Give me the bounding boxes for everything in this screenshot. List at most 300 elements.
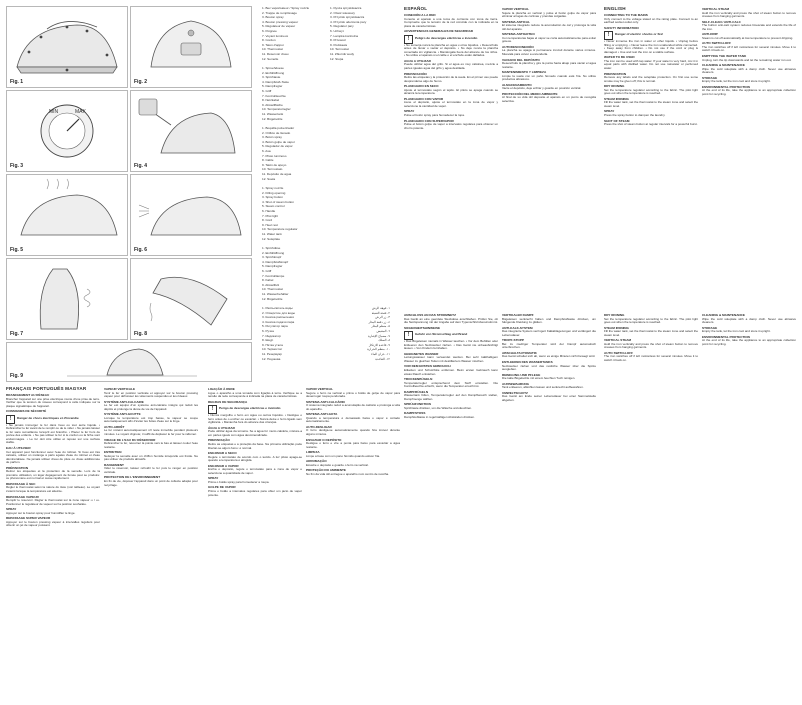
section-heading: SPRAY <box>404 109 415 114</box>
section-heading: UMWELTSCHUTZ <box>502 390 528 395</box>
section-heading: LIMPEZA <box>306 450 320 455</box>
figure-4-label: Fig. 4 <box>134 163 148 169</box>
section-heading: CLEANING & MAINTENANCE <box>702 63 745 68</box>
parts-item: 12. Bügelsohle <box>262 116 283 121</box>
parts-item: 9. Пятка утюга <box>262 342 283 347</box>
warning-text: Gefahr von Stromschlag und Brand <box>415 332 468 337</box>
parts-item: 7. Piloto luminoso <box>262 153 287 158</box>
section-text: Le fer s'éteint automatiquement s'il reste immobile pendant plusieurs minutes. Le voyant clignote; il suffit de déplacer le fer pour le rallumer. <box>104 428 198 437</box>
section-text: Conecte el aparato a una toma de corriente con toma de tierra. Compruebe que la tensión de la red coincide con la indicada en la placa de características. <box>404 16 498 28</box>
section-text: Tank entleeren, abkühlen lassen und senkrecht aufbewahren. <box>502 385 584 390</box>
empty-tank-illustration <box>131 259 251 339</box>
parts-item: 10. Thermostat <box>262 287 283 292</box>
parts-item: 8. Шнур <box>262 338 274 343</box>
section-heading: SISTEMA ANTICAL <box>502 19 530 24</box>
section-heading: VERTICAL STEAM <box>604 338 632 343</box>
parts-item: 1. Sprühdüse <box>262 246 281 250</box>
column-english-3 <box>604 312 698 698</box>
parts-item: ١١- خزان الماء <box>371 351 390 356</box>
parts-item: 1. Spray nozzle <box>262 186 284 190</box>
section-heading: PREPARACIÓN <box>404 71 427 76</box>
section-text: The iron can be used with tap water. If your water is very hard, mix it in equal parts with distilled water. Do not use rainwater or perfumed water. <box>604 58 698 71</box>
column-english-4 <box>702 312 796 698</box>
figure-9-label: Fig. 9 <box>10 373 24 379</box>
parts-item: 4. Dampfstoß-Taste <box>262 79 289 84</box>
column-french-2 <box>104 386 198 698</box>
parts-item: 7. Voyant lumineux <box>262 33 289 38</box>
parts-item: 11. Резервуар <box>262 351 282 356</box>
section-text: Limpie la suela con un paño húmedo cuando esté fría. No utilice productos abrasivos. <box>502 73 596 82</box>
parts-list-a <box>262 6 322 61</box>
section-text: Sprühtaste drücken, um die Wäsche anzufeuchten. <box>404 405 473 410</box>
iron-side-illustration <box>7 7 127 87</box>
parts-item: 2. Otwór wlewowy <box>330 10 355 15</box>
section-text: Nettoyer la semelle avec un chiffon humide lorsqu'elle est froide. Ne pas utiliser de produits abrasifs. <box>104 453 198 462</box>
section-text: Encha o depósito, regule o termóstato para a zona de vapor e seleccione a quantidade de vapor. <box>208 467 302 475</box>
section-heading: ANTI-KALK-SYSTEM <box>502 325 533 330</box>
section-text: Fill the water tank, set the thermostat to the steam zone and select the steam level. <box>604 100 698 108</box>
section-heading: AUFBEWAHRUNG <box>502 381 529 386</box>
parts-item: 12. Подошва <box>262 356 281 361</box>
parts-item: 2. Orificio de llenado <box>262 130 291 135</box>
section-text: Retire las etiquetas y la protección de la suela. En el primer uso puede desprenderse algo de humo. <box>404 75 498 83</box>
figure-2 <box>130 6 252 88</box>
parts-item: 9. Abstellfläche <box>262 102 283 107</box>
section-text: En fin de vie, déposer l'appareil dans un point de collecte adapté pour recyclage. <box>104 479 198 487</box>
section-heading: PLANCHADO CON VAPOR <box>404 96 444 101</box>
section-text: O sistema integrado reduz a acumulação de calcário e prolonga a vida do aparelho. <box>306 403 400 411</box>
warning-icon: ! <box>404 35 413 44</box>
parts-item: 3. Sprühtaste <box>262 75 281 80</box>
parts-item: 3. Кнопка распыления <box>262 315 294 320</box>
section-text: Tenir le fer en position verticale et appuyer sur le bouton pressing vapeur pour défroisser les vêtements suspendus et les rideaux. <box>104 390 198 399</box>
section-title: FRANÇAIS PORTUGUÊS MAGYAR <box>6 386 87 391</box>
parts-item: ١- فوهة الرش <box>371 306 390 310</box>
section-text: Press the shot of steam button at regular intervals for a powerful burst. <box>604 122 698 127</box>
column-german-2 <box>502 312 596 698</box>
section-heading: ÁGUA A UTILIZAR <box>208 425 235 430</box>
section-text: Empty the tank, let the iron cool and store it upright. <box>702 79 771 84</box>
parts-item: 9. Abstellfuß <box>262 282 280 287</box>
section-heading: CLEANING & MAINTENANCE <box>702 313 745 317</box>
section-heading: GOLPE DE VAPOR <box>208 485 236 490</box>
section-heading: ENGOMAR A VAPOR <box>208 463 239 468</box>
section-heading: REINIGUNG UND PFLEGE <box>502 372 541 377</box>
parts-list-d <box>262 186 322 241</box>
steam-control-illustration <box>7 175 127 255</box>
section-heading: AUTO SWITCH-OFF <box>702 41 731 46</box>
parts-item: 10. Temperature regulator <box>262 227 298 232</box>
section-heading: CONNECTING TO THE MAINS <box>604 13 648 17</box>
section-heading: VERTICAL STEAM <box>702 7 730 11</box>
parts-item: 1. Bec vaporisateur / Spray nozzle <box>262 6 310 10</box>
section-heading: EAU À UTILISER <box>6 446 31 451</box>
figure-7-label: Fig. 7 <box>10 331 24 337</box>
parts-item: 7. Lampka kontrolna <box>330 33 359 38</box>
section-text: At the end of its life, take the appliance to an appropriate collection point for recycling. <box>702 88 796 96</box>
section-heading: PLANCHADO CON SUPERVAPOR <box>404 118 454 123</box>
section-text: Empty the tank, let the iron cool and store it upright. <box>702 329 771 334</box>
parts-item: ٥- منظم البخار <box>371 324 390 329</box>
parts-item: 5. Регулятор пара <box>262 324 288 329</box>
section-text: Remplir le réservoir. Régler le thermostat sur la zone vapeur •• / •••. Positionner le régulateur de vapeur sur la position souhaitée. <box>6 498 100 506</box>
section-heading: ENTLEEREN DES WASSERTANKS <box>502 360 553 365</box>
section-heading: RANGEMENT <box>104 462 124 467</box>
warning-text: Danger de chocs électriques et d'incendie <box>17 415 79 420</box>
section-heading: EMPTYING THE WATER TANK <box>702 54 747 59</box>
section-heading: CONSIGNES DE SÉCURITÉ <box>6 409 47 414</box>
section-text: Appuyer sur le bouton pressing vapeur à intervalles réguliers pour obtenir un jet de vapeur puissant. <box>6 519 100 528</box>
section-text: Bei zu niedriger Temperatur wird der Dampf automatisch unterbrochen. <box>502 341 596 350</box>
parts-item: 11. Réservoir d'eau <box>262 51 289 56</box>
parts-item: 8. Cordon <box>262 38 276 43</box>
section-heading: SISTEMA ANTI-CALCÁRIO <box>306 399 345 404</box>
section-text: Pode utilizar água da torneira. Se a água for muito calcária, misture-a em partes iguais com água desmineralizada. <box>208 429 302 437</box>
section-heading: LIGAÇÃO À REDE <box>208 387 235 391</box>
parts-item: ٦- المقبض <box>376 328 390 333</box>
parts-item: 4. Dampfstoßknopf <box>262 259 289 264</box>
section-text: Régler le thermostat selon la nature du tissu (voir tableau). Le voyant s'éteint lorsque la température est atteinte. <box>6 485 100 494</box>
column-portuguese-2 <box>306 386 400 698</box>
section-text: Leitungswasser kann verwendet werden. Bei sehr kalkhaltigem Wasser zu gleichen Teilen mit destilliertem Wasser mischen. <box>404 355 498 363</box>
section-text: The iron switches off if left motionless for several minutes. Move it to switch it back on. <box>702 44 796 53</box>
spray-illustration <box>131 175 251 255</box>
section-heading: TROPF-STOPP <box>502 338 524 343</box>
section-text: • Das Bügeleisen niemals in Wasser tauchen. • Vor dem Befüllen oder Entleeren den Netzstecker ziehen. • Das Gerät nie unbeaufsichtigt lassen. • Von Kindern fernhalten. <box>404 339 498 351</box>
parts-item: ٩- قاعدة الارتكاز <box>368 342 390 347</box>
figure-7 <box>6 258 128 340</box>
section-text: Al final de su vida útil deposite el aparato en un punto de recogida selectiva. <box>502 95 596 104</box>
section-text: Bügeleisen senkrecht halten und Dampfstoßtaste drücken, um hängende Kleidung zu glätten. <box>502 316 596 325</box>
section-title: ESPAÑOL <box>404 6 428 11</box>
section-text: Das Gerät am Ende seiner Lebensdauer bei einer Sammelstelle abgeben. <box>502 394 596 402</box>
section-heading: SISTEMA ANTI-GOTA <box>306 412 338 417</box>
parts-item: ٢- فتحة التعبئة <box>371 310 390 315</box>
section-heading: ENGOMAR A SECO <box>208 451 237 456</box>
parts-list-c <box>262 126 322 181</box>
parts-item: 7. Kontrollleuchte <box>262 93 286 98</box>
parts-item: 5. Regulador de vapor <box>262 144 293 149</box>
section-heading: PREPARAÇÃO <box>208 438 230 443</box>
section-text: Die kalte Bügelsohle mit einem feuchten Tuch reinigen. <box>502 376 576 381</box>
parts-item: 6. Uchwyt <box>330 28 344 33</box>
parts-item: ١٠- منظم الحرارة <box>367 347 390 352</box>
figure-6-label: Fig. 6 <box>134 247 148 253</box>
column-spanish <box>404 6 498 306</box>
section-heading: SPRAY <box>604 109 615 114</box>
warning-text: Perigo de descargas eléctricas e incêndio <box>219 406 281 411</box>
parts-item: 6. Griff <box>262 88 272 93</box>
section-heading: VACIADO DEL DEPÓSITO <box>502 57 540 62</box>
parts-item: ٧- مصباح الإشارة <box>368 333 390 338</box>
section-heading: ARRUMAÇÃO <box>306 459 327 464</box>
section-heading: VIDAGE DE L'EAU DU RÉSERVOIR <box>104 437 156 442</box>
parts-item: 6. Asa <box>262 148 271 153</box>
parts-item: 12. Suela <box>262 176 276 181</box>
svg-text:MAX: MAX <box>75 109 86 115</box>
parts-item: 3. Bouton spray <box>262 15 284 20</box>
parts-item: 5. Steam control <box>262 204 285 209</box>
parts-item: 4. Bouton pressing vapeur <box>262 19 299 24</box>
figure-3 <box>6 90 128 172</box>
parts-list-b <box>262 66 322 121</box>
figure-5 <box>6 174 128 256</box>
parts-item: 6. Griff <box>262 268 272 273</box>
section-heading: ADVERTENCIAS GENERALES DE SEGURIDAD <box>404 29 474 34</box>
parts-item: 10. Termostato <box>262 167 283 172</box>
parts-item: 11. Zbiornik wody <box>330 51 355 56</box>
parts-item: 2. Filling opening <box>262 190 286 195</box>
parts-item: 3. Przycisk spryskiwacza <box>330 15 365 20</box>
section-text: Wipe the cold soleplate with a damp cloth. Never use abrasive cleaners. <box>702 316 796 325</box>
section-text: Only connect to the voltage stated on the rating plate. Connect to an earthed socket outlet only. <box>604 16 698 25</box>
parts-item: 9. Talón de apoyo <box>262 162 287 167</box>
section-text: • Ne jamais immerger le fer dans l'eau ou tout autre liquide. • Débrancher le fer avant de le remplir ou de le vider. • Ne jamais laisser le fer sans surveillance lorsqu'il est branché. • Placer le fer hors de portée des enfants. • Ne pas utiliser le fer si le cordon ou la fiche sont endommagés. • Le fer doit être utilisé et reposé sur une surface stable. <box>6 422 100 445</box>
section-heading: PLANCHADO EN SECO <box>404 84 439 89</box>
parts-item: 11. Wasserbehälter <box>262 291 289 296</box>
parts-list-g <box>330 6 390 61</box>
parts-item: 8. Kabel <box>262 278 274 283</box>
section-text: The iron switches off if left motionless for several minutes. Move it to switch it back on. <box>604 354 698 363</box>
section-heading: PROTEÇÃO DO AMBIENTE <box>306 468 346 473</box>
parts-item: 8. Cord <box>262 218 273 223</box>
warning-text: Danger of electric shocks or fire! <box>615 32 664 37</box>
parts-item: 9. Talon d'appui <box>262 42 284 47</box>
section-text: At the end of its life, take the appliance to an appropriate collection point for recycling. <box>702 338 796 346</box>
section-heading: SHOT OF STEAM <box>604 118 630 123</box>
parts-item: 11. Water tank <box>262 231 282 236</box>
section-text: Le fer est équipé d'un système anti-calcaire intégré qui réduit les dépôts et prolonge la durée de vie de l'appareil. <box>104 403 198 411</box>
parts-item: 10. Термостат <box>262 347 283 352</box>
column-portuguese <box>208 386 302 698</box>
parts-item: 12. Stopa <box>330 56 344 61</box>
section-text: La plancha se apaga si permanece inmóvil durante varios minutos. Muévala para volver a encenderla. <box>502 48 596 57</box>
section-heading: VOR DEM ERSTEN GEBRAUCH <box>404 364 451 369</box>
figure-2-label: Fig. 2 <box>134 79 148 85</box>
parts-item: 1. Boquilla pulverizador <box>262 126 295 130</box>
section-heading: AUTO-ARRÊT <box>104 424 125 429</box>
parts-item: 8. Netzkabel <box>262 98 280 103</box>
section-text: Wassertank füllen, Temperaturregler auf den Dampfbereich stellen, Dampfmenge wählen. <box>404 393 498 401</box>
section-heading: AUTO-DESLIGAR <box>306 424 332 429</box>
section-heading: SELF-CLEAN / ANTI-CALC <box>702 19 741 24</box>
section-text: Limpe a base com um pano húmido quando estiver fria. <box>306 453 381 458</box>
section-text: Segure o ferro na vertical e prima o botão de golpe de vapor para desenrugar roupa pendurada. <box>306 390 400 399</box>
parts-item: 11. Depósito de agua <box>262 171 292 176</box>
parts-item: ٨- السلك <box>378 338 390 343</box>
section-heading: DRY IRONING <box>604 313 625 317</box>
section-heading: SPRÜHFUNKTION <box>404 402 431 407</box>
parts-item: 9. Podstawa <box>330 42 348 47</box>
parts-item: 12. Semelle <box>262 56 279 61</box>
parts-item: 3. Spray button <box>262 195 283 200</box>
section-text: • No sumerja nunca la plancha en agua u otros líquidos. • Desenchufe antes de llenar o vaciar el depósito. • No deje nunca la plancha conectada sin vigilancia. • Manténgala fuera del alcance de los niños. • No utilice el aparato si el cable o el enchufe están dañados. <box>404 42 498 58</box>
section-text: Llene el depósito, ajuste el termostato en la zona de vapor y seleccione la cantidad de vapor. <box>404 100 498 108</box>
figure-6 <box>130 174 252 256</box>
section-heading: ANTI-DRIP <box>702 32 718 37</box>
section-text: Das Gerät schaltet sich ab, wenn es einige Minuten nicht bewegt wird. <box>502 354 596 359</box>
section-text: Regule o termóstato de acordo com o tecido. A luz piloto apaga-se quando a temperatura é atingida. <box>208 454 302 463</box>
figure-1-label: Fig. 1 <box>10 79 24 85</box>
parts-item: 10. Temperaturregler <box>262 107 291 112</box>
section-text: Set the temperature regulator according to the fabric. The pilot light goes out when the temperature is reached. <box>604 87 698 96</box>
figure-3-label: Fig. 3 <box>10 163 24 169</box>
parts-item: 2. Trappe de remplissage <box>262 10 297 15</box>
section-text: Débrancher le fer, retourner la pointe vers le bas et laisser couler l'eau restante. <box>104 441 198 449</box>
section-text: Pulse el botón golpe de vapor a intervalos regulares para obtener un chorro potente. <box>404 122 498 130</box>
section-heading: CONEXIÓN A LA RED <box>404 13 436 17</box>
parts-item: 6. Poignée <box>262 28 277 33</box>
section-heading: SPRAY <box>6 507 17 512</box>
section-heading: DAMPFBÜGELN <box>404 389 429 394</box>
section-heading: BRANCHEMENT AU RÉSEAU <box>6 393 50 397</box>
section-heading: VAPEUR VERTICALE <box>104 387 136 391</box>
parts-item: 12. Soleplate <box>262 236 281 241</box>
section-heading: SAFETY INFORMATION <box>604 25 639 30</box>
section-heading: STEAM IRONING <box>604 96 629 101</box>
section-heading: PROTECCIÓN DEL MEDIO AMBIENTE <box>502 91 558 96</box>
parts-item: 12. Bügelsohle <box>262 296 283 301</box>
section-heading: STORAGE <box>702 325 718 330</box>
column-english-2 <box>702 6 796 306</box>
warning-icon: ! <box>404 331 413 340</box>
section-text: No fim da vida útil entregue o aparelho num centro de recolha. <box>306 471 390 476</box>
section-heading: AGUA A UTILIZAR <box>404 58 431 63</box>
iron-top-illustration <box>131 7 251 87</box>
section-text: Retirer les étiquettes et la protection de la semelle. Lors de la première utilisation, un léger dégagement de fumée peut se produire: ce phénomène est normal et cesse rapidement. <box>6 469 100 481</box>
section-heading: ANSCHLUSS AN DAS STROMNETZ <box>404 313 456 317</box>
section-text: Netzstecker ziehen und das restliche Wasser über die Spitze ausgießen. <box>502 363 596 372</box>
section-text: Lorsque la température est trop basse, la vapeur se coupe automatiquement afin d'éviter les fuites d'eau sur le linge. <box>104 415 198 424</box>
column-french <box>6 386 100 698</box>
parts-item: 7. Pilot light <box>262 213 278 218</box>
section-heading: PRÉPARATION <box>6 465 29 470</box>
section-text: Puede utilizar agua del grifo. Si el agua es muy calcárea, mezcle a partes iguales agua del grifo y agua destilada. <box>404 62 498 71</box>
warning-icon: ! <box>6 415 15 424</box>
figure-4 <box>130 90 252 172</box>
parts-item: 10. Termostat <box>330 47 349 52</box>
vertical-steam-illustration <box>7 259 127 339</box>
section-text: The built-in anti-calc system reduces limescale and extends the life of the iron. <box>702 23 796 31</box>
section-heading: TROCKENBÜGELN <box>404 377 433 382</box>
parts-item: 4. Przycisk uderzenia pary <box>330 19 367 24</box>
section-heading: WATER TO BE USED <box>604 55 635 60</box>
section-text: O ferro desliga-se automaticamente quando fica imóvel durante alguns minutos. <box>306 428 400 437</box>
section-heading: AUTODESCONEXIÓN <box>502 44 534 49</box>
parts-list-e <box>262 246 322 301</box>
section-text: Set the temperature regulator according to the fabric. The pilot light goes out when the temperature is reached. <box>604 316 698 325</box>
parts-item: 7. Индикатор <box>262 333 281 338</box>
section-heading: ABSCHALTAUTOMATIK <box>502 350 537 355</box>
section-text: Wipe the cold soleplate with a damp cloth. Never use abrasive cleaners. <box>702 66 796 75</box>
thermostat-dial-illustration <box>7 91 127 171</box>
section-text: Cet appareil peut fonctionner avec l'eau du robinet. Si l'eau est très calcaire, utiliser un mélange à parts égales d'eau du robinet et d'eau déminéralisée. Ne jamais utiliser d'eau de pluie ou d'eau additionnée de parfum. <box>6 449 100 465</box>
column-german <box>404 312 498 698</box>
parts-list-f <box>262 306 322 361</box>
section-text: • Nunca mergulhe o ferro em água ou outros líquidos. • Desligue o ferro antes de o encher ou esvaziar. • Nunca deixe o ferro ligado sem vigilância. • Mantenha fora do alcance das crianças. <box>208 413 302 425</box>
section-text: Dampfstoßtaste in regelmäßigen Abständen drücken. <box>404 415 475 420</box>
parts-item: ٣- زر الرش <box>375 315 390 320</box>
section-heading: AUTO SWITCH-OFF <box>604 350 633 355</box>
parts-item: 3. Sprühknopf <box>262 255 282 260</box>
section-text: Desenchufe la plancha y gire la punta hacia abajo para vaciar el agua restante. <box>502 61 596 69</box>
section-heading: ENTRETIEN <box>104 450 122 455</box>
section-heading: DRY IRONING <box>604 84 625 89</box>
section-text: Ligue o aparelho a uma tomada com ligação à terra. Verifique se a tensão da rede corresponde à indicada na placa de características. <box>208 390 302 399</box>
figure-9 <box>6 342 252 382</box>
parts-item: 2. Einfüllöffnung <box>262 70 285 75</box>
section-text: Hold the iron vertically and press the shot of steam button to remove creases from hanging garments. <box>604 341 698 350</box>
parts-item: 2. Einfüllöffnung <box>262 250 285 255</box>
section-heading: VERTIKALER DAMPF <box>502 313 534 317</box>
section-heading: SYSTÈME ANTI-CALCAIRE <box>104 399 144 404</box>
parts-list-arabic <box>330 306 390 361</box>
section-heading: STEAM IRONING <box>604 325 629 330</box>
parts-item: 4. Botón golpe de vapor <box>262 139 295 144</box>
section-heading: PROTECTION DE L'ENVIRONNEMENT <box>104 475 161 480</box>
parts-item: 8. Cable <box>262 158 274 163</box>
section-heading: ENVIRONMENTAL PROTECTION <box>702 84 750 89</box>
section-text: Temperaturregler entsprechend dem Stoff einstellen. Die Kontrollleuchte erlischt, wenn die Temperatur erreicht ist. <box>404 380 498 389</box>
storage-illustration <box>7 343 251 381</box>
section-heading: REPASSAGE À SEC <box>6 481 36 486</box>
section-text: Ajuste el termostato según el tejido. El piloto se apaga cuando se alcanza la temperatura. <box>404 87 498 96</box>
section-text: Desligue o ferro e vire a ponta para baixo para esvaziar a água restante. <box>306 441 400 449</box>
section-text: Hold the iron vertically and press the shot of steam button to remove creases from hanging garments. <box>702 10 796 19</box>
section-text: El sistema integrado reduce la acumulación de cal y prolonga la vida útil del aparato. <box>502 23 596 31</box>
parts-item: 11. Wassertank <box>262 111 284 116</box>
column-english <box>604 6 698 306</box>
section-heading: SYSTÈME ANTI-GOUTTE <box>104 412 141 417</box>
section-heading: SPRAY <box>208 476 219 481</box>
section-heading: GEEIGNETES WASSER <box>404 351 439 356</box>
svg-text:MIN: MIN <box>49 109 59 115</box>
parts-item: 1. Dysza spryskiwacza <box>330 6 362 10</box>
section-text: Con temperaturas bajas el vapor se corta automáticamente para evitar goteos. <box>502 35 596 44</box>
figure-1 <box>6 6 128 88</box>
section-text: Etiketten und Schutzfolie entfernen. Beim ersten Gebrauch kann etwas Rauch entstehen. <box>404 368 498 376</box>
section-heading: DAMPFSTOSS <box>404 411 426 416</box>
section-text: Steam is cut off automatically at low temperature to prevent dripping. <box>702 35 794 40</box>
section-text: Das integrierte System verringert Kalkablagerungen und verlängert die Lebensdauer. <box>502 329 596 337</box>
section-title: ENGLISH <box>604 6 626 11</box>
section-text: Fill the water tank, set the thermostat to the steam zone and select the steam level. <box>604 329 698 337</box>
parts-item: 3. Botón spray <box>262 135 282 140</box>
parts-item: ١٢- القاعدة <box>375 356 390 361</box>
section-heading: ALMACENAMIENTO <box>502 82 532 87</box>
section-heading: SISTEMA ANTIGOTEO <box>502 32 535 37</box>
section-text: Das Gerät an eine geerdete Steckdose anschließen. Prüfen Sie, ob die Netzspannung mit der Angabe auf dem Typenschild übereinstimmt. <box>404 316 498 325</box>
section-heading: ESVAZIAR O DEPÓSITO <box>306 437 342 442</box>
parts-item: ٤- زر دفعة البخار <box>368 319 390 324</box>
section-text: Vacíe el depósito, deje enfriar y guarde en posición vertical. <box>502 86 582 91</box>
section-heading: ENVIRONMENTAL PROTECTION <box>702 334 750 339</box>
section-text: Unplug, turn the tip downwards and let the remaining water run out. <box>702 57 792 62</box>
parts-item: 2. Отверстие для воды <box>262 310 296 315</box>
parts-item: 10. Thermostat <box>262 47 283 52</box>
fill-tank-illustration <box>131 91 251 171</box>
warning-icon: ! <box>208 405 217 414</box>
section-heading: REPASSAGE SUPER VAPEUR <box>6 516 51 521</box>
parts-item: 8. Przewód <box>330 38 346 43</box>
parts-item: 5. Dampfregler <box>262 264 283 269</box>
figure-8-label: Fig. 8 <box>134 331 148 337</box>
section-text: Appuyer sur le bouton spray pour humidifier le linge. <box>6 510 76 515</box>
section-heading: MANTENIMIENTO Y LIMPIEZA <box>502 70 547 75</box>
section-text: Vider le réservoir, laisser refroidir le fer puis le ranger en position verticale. <box>104 466 198 474</box>
section-text: Pulse el botón spray para humedecer la ropa. <box>404 113 465 118</box>
parts-item: 7. Kontrolllampe <box>262 273 285 278</box>
